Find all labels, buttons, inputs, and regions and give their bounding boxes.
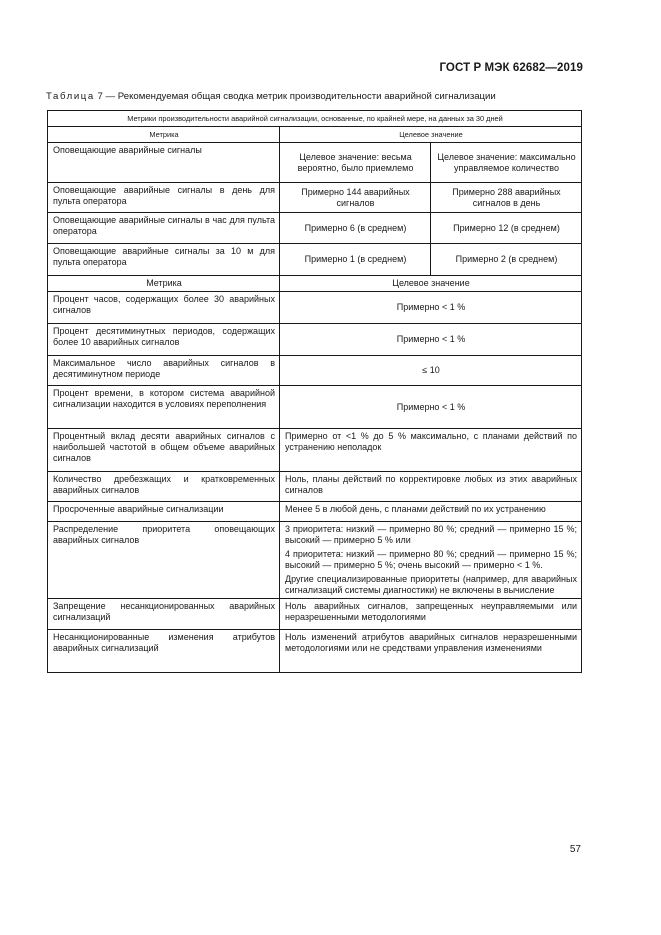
priority-target-cell: [280, 522, 582, 599]
target-cell: Примерно < 1 %: [280, 292, 582, 324]
target-b-cell: Примерно 288 аварийных сигналов в день: [431, 183, 582, 213]
table-row: [48, 356, 582, 386]
header-target: Целевое значение: [280, 127, 582, 143]
table-caption-number: 7: [97, 91, 103, 102]
table-row: [48, 143, 582, 183]
metric-cell: Процент часов, содержащих более 30 аварийных сигналов: [48, 292, 280, 324]
table-row: [48, 183, 582, 213]
page-number: 57: [569, 844, 581, 855]
metric-cell: Количество дребезжащих и кратковременных аварийных сигналов: [48, 472, 280, 502]
table-row: [48, 429, 582, 472]
metric-cell: Распределение приоритета оповещающих аварийных сигналов: [48, 522, 280, 599]
metric-cell: Оповещающие аварийные сигналы: [48, 143, 280, 183]
metric-cell: Оповещающие аварийные сигналы за 10 м для пульта оператора: [48, 244, 280, 276]
table-note: Метрики производительности аварийной сигнализации, основанные, по крайней мере, на данных за 30 дней: [48, 111, 582, 127]
metric-cell: Несанкционированные изменения атрибутов аварийных сигнализаций: [48, 630, 280, 673]
table-row: [48, 292, 582, 324]
header-metric: Метрика: [48, 276, 280, 292]
target-a-cell: Целевое значение: весьма вероятно, было приемлемо: [280, 143, 431, 183]
target-b-cell: Примерно 12 (в среднем): [431, 213, 582, 244]
table-row: [48, 244, 582, 276]
target-b-cell: Примерно 2 (в среднем): [431, 244, 582, 276]
table-caption: [46, 91, 496, 102]
table-row: [48, 599, 582, 630]
target-cell: Менее 5 в любой день, с планами действий по их устранению: [280, 502, 582, 522]
metric-cell: Просроченные аварийные сигнализации: [48, 502, 280, 522]
table-row: [48, 324, 582, 356]
target-cell: Ноль изменений атрибутов аварийных сигналов неразрешенными методологиями или не средствами управления изменениями: [280, 630, 582, 673]
target-a-cell: Примерно 1 (в среднем): [280, 244, 431, 276]
header-target: Целевое значение: [280, 276, 582, 292]
metric-cell: Процентный вклад десяти аварийных сигналов с наибольшей частотой в общем объеме аварийных сигналов: [48, 429, 280, 472]
table-caption-text: — Рекомендуемая общая сводка метрик производительности аварийной сигнализации: [102, 91, 496, 102]
priority-paragraph: 3 приоритета: низкий — примерно 80 %; средний — примерно 15 %; высокий — примерно 5 % или: [285, 524, 577, 545]
target-cell: Ноль, планы действий по корректировке любых из этих аварийных сигналов: [280, 472, 582, 502]
table-row-priority: [48, 522, 582, 599]
metric-cell: Процент десятиминутных периодов, содержащих более 10 аварийных сигналов: [48, 324, 280, 356]
target-a-cell: Примерно 144 аварийных сигналов: [280, 183, 431, 213]
table-row: [48, 472, 582, 502]
header-metric: Метрика: [48, 127, 280, 143]
target-cell: Примерно < 1 %: [280, 386, 582, 429]
target-a-cell: Примерно 6 (в среднем): [280, 213, 431, 244]
table-header-row: [48, 127, 582, 143]
table-caption-label: Таблица: [46, 91, 95, 102]
metric-cell: Максимальное число аварийных сигналов в десятиминутном периоде: [48, 356, 280, 386]
target-b-cell: Целевое значение: максимально управляемое количество: [431, 143, 582, 183]
target-cell: Ноль аварийных сигналов, запрещенных неуправляемыми или неразрешенными методологиями: [280, 599, 582, 630]
table-row: [48, 213, 582, 244]
target-cell: ≤ 10: [280, 356, 582, 386]
table-row: [48, 386, 582, 429]
metric-cell: Оповещающие аварийные сигналы в час для пульта оператора: [48, 213, 280, 244]
target-cell: Примерно < 1 %: [280, 324, 582, 356]
priority-paragraph: Другие специализированные приоритеты (например, для аварийных сигнализаций системы диагностики) не включены в вычисление: [285, 574, 577, 595]
table-row: [48, 502, 582, 522]
metric-cell: Оповещающие аварийные сигналы в день для пульта оператора: [48, 183, 280, 213]
metric-cell: Запрещение несанкционированных аварийных сигнализаций: [48, 599, 280, 630]
standard-code: ГОСТ Р МЭК 62682—2019: [439, 62, 583, 74]
table-note-row: [48, 111, 582, 127]
priority-paragraph: 4 приоритета: низкий — примерно 80 %; средний — примерно 15 %; высокий — примерно 5 %; очень высокий — примерно < 1 %.: [285, 549, 577, 570]
metric-cell: Процент времени, в котором система аварийной сигнализации находится в условиях переполнения: [48, 386, 280, 429]
table-row: [48, 630, 582, 673]
metrics-table: [47, 110, 582, 673]
target-cell: Примерно от <1 % до 5 % максимально, с планами действий по устранению неполадок: [280, 429, 582, 472]
table-header-row: [48, 276, 582, 292]
